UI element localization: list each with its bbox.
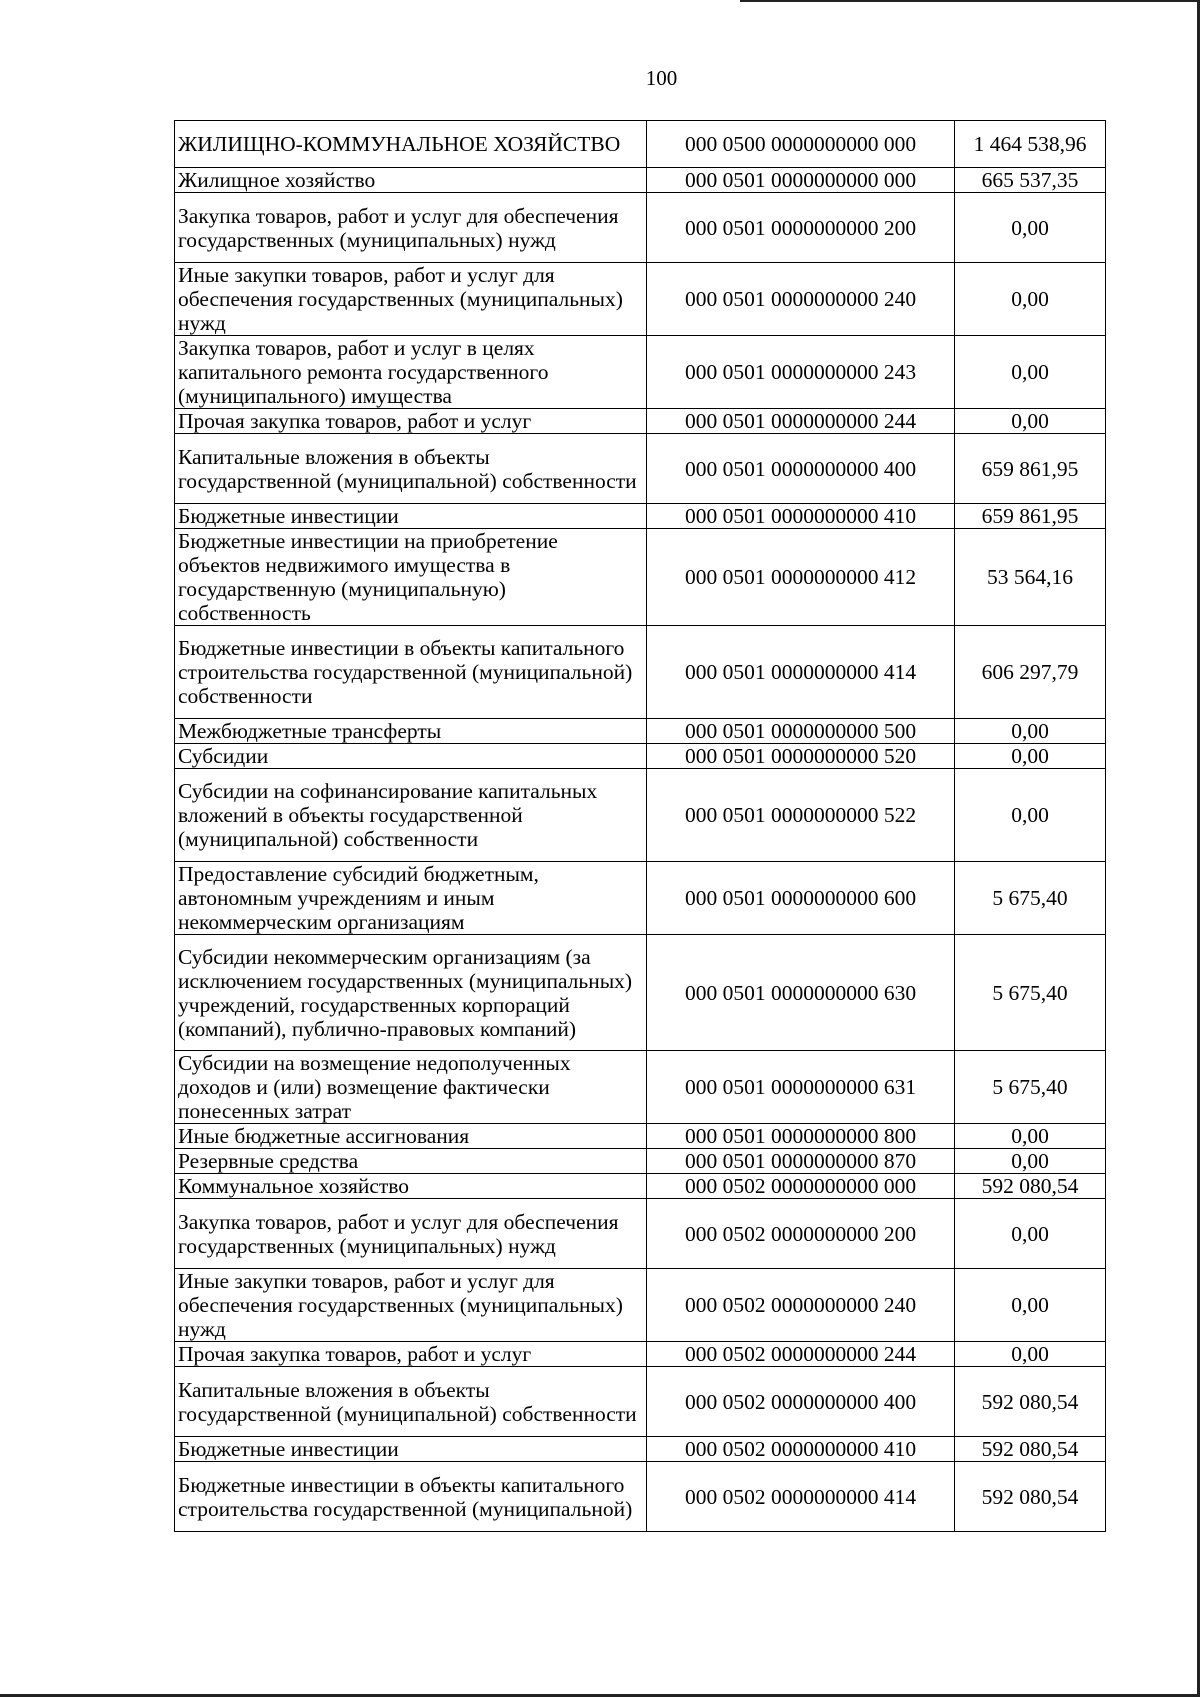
budget-code-cell: 000 0501 0000000000 600 xyxy=(647,862,955,935)
budget-code-cell: 000 0501 0000000000 800 xyxy=(647,1124,955,1149)
budget-code-cell: 000 0500 0000000000 000 xyxy=(647,121,955,168)
budget-code-cell: 000 0501 0000000000 412 xyxy=(647,529,955,626)
table-row xyxy=(175,529,1106,626)
amount-cell: 665 537,35 xyxy=(955,168,1106,193)
budget-code-cell: 000 0502 0000000000 400 xyxy=(647,1367,955,1437)
budget-code-cell: 000 0501 0000000000 200 xyxy=(647,193,955,263)
budget-code-cell: 000 0501 0000000000 240 xyxy=(647,263,955,336)
table-row xyxy=(175,1174,1106,1199)
table-row xyxy=(175,1051,1106,1124)
table-row xyxy=(175,263,1106,336)
expense-name-cell: Бюджетные инвестиции xyxy=(175,504,647,529)
page-number: 100 xyxy=(645,66,678,90)
table-row xyxy=(175,1342,1106,1367)
amount-cell: 659 861,95 xyxy=(955,504,1106,529)
amount-cell: 0,00 xyxy=(955,1342,1106,1367)
budget-code-cell: 000 0502 0000000000 000 xyxy=(647,1174,955,1199)
expense-name-cell: Жилищное хозяйство xyxy=(175,168,647,193)
expense-name-cell: Иные бюджетные ассигнования xyxy=(175,1124,647,1149)
budget-code-cell: 000 0501 0000000000 000 xyxy=(647,168,955,193)
budget-code-cell: 000 0501 0000000000 870 xyxy=(647,1149,955,1174)
amount-cell: 0,00 xyxy=(955,744,1106,769)
budget-code-cell: 000 0501 0000000000 243 xyxy=(647,336,955,409)
budget-code-cell: 000 0501 0000000000 520 xyxy=(647,744,955,769)
table-row xyxy=(175,434,1106,504)
table-row xyxy=(175,769,1106,862)
amount-cell: 606 297,79 xyxy=(955,626,1106,719)
amount-cell: 5 675,40 xyxy=(955,1051,1106,1124)
budget-code-cell: 000 0502 0000000000 200 xyxy=(647,1199,955,1269)
expense-name-cell: Бюджетные инвестиции в объекты капитального строительства государственной (муниципальной) собственности xyxy=(175,626,647,719)
amount-cell: 0,00 xyxy=(955,1269,1106,1342)
expense-name-cell: Субсидии на софинансирование капитальных вложений в объекты государственной (муниципальной) собственности xyxy=(175,769,647,862)
amount-cell: 0,00 xyxy=(955,1149,1106,1174)
amount-cell: 659 861,95 xyxy=(955,434,1106,504)
table-row xyxy=(175,193,1106,263)
scan-border-top xyxy=(740,0,1200,2)
expense-name-cell: Закупка товаров, работ и услуг для обеспечения государственных (муниципальных) нужд xyxy=(175,1199,647,1269)
expense-name-cell: Субсидии некоммерческим организациям (за исключением государственных (муниципальных) учреждений, государственных корпораций (компаний), публично-правовых компаний) xyxy=(175,935,647,1051)
table-row xyxy=(175,744,1106,769)
expense-name-cell: Капитальные вложения в объекты государственной (муниципальной) собственности xyxy=(175,434,647,504)
table-row xyxy=(175,1437,1106,1462)
amount-cell: 0,00 xyxy=(955,409,1106,434)
amount-cell: 0,00 xyxy=(955,719,1106,744)
expense-name-cell: Закупка товаров, работ и услуг для обеспечения государственных (муниципальных) нужд xyxy=(175,193,647,263)
expense-name-cell: Капитальные вложения в объекты государственной (муниципальной) собственности xyxy=(175,1367,647,1437)
expense-name-cell: Коммунальное хозяйство xyxy=(175,1174,647,1199)
amount-cell: 0,00 xyxy=(955,336,1106,409)
expense-name-cell: Межбюджетные трансферты xyxy=(175,719,647,744)
table-row xyxy=(175,409,1106,434)
table-row xyxy=(175,1269,1106,1342)
budget-code-cell: 000 0501 0000000000 630 xyxy=(647,935,955,1051)
expense-name-cell: Бюджетные инвестиции на приобретение объектов недвижимого имущества в государственную (муниципальную) собственность xyxy=(175,529,647,626)
expense-name-cell: ЖИЛИЩНО-КОММУНАЛЬНОЕ ХОЗЯЙСТВО xyxy=(175,121,647,168)
table-row xyxy=(175,626,1106,719)
budget-code-cell: 000 0502 0000000000 244 xyxy=(647,1342,955,1367)
table-row xyxy=(175,1367,1106,1437)
budget-code-cell: 000 0501 0000000000 410 xyxy=(647,504,955,529)
budget-code-cell: 000 0501 0000000000 500 xyxy=(647,719,955,744)
amount-cell: 592 080,54 xyxy=(955,1462,1106,1532)
expense-name-cell: Прочая закупка товаров, работ и услуг xyxy=(175,1342,647,1367)
amount-cell: 0,00 xyxy=(955,193,1106,263)
budget-code-cell: 000 0501 0000000000 522 xyxy=(647,769,955,862)
table-row xyxy=(175,1462,1106,1532)
table-row xyxy=(175,719,1106,744)
budget-table-body xyxy=(175,121,1106,1532)
expense-name-cell: Иные закупки товаров, работ и услуг для обеспечения государственных (муниципальных) нужд xyxy=(175,263,647,336)
budget-code-cell: 000 0501 0000000000 400 xyxy=(647,434,955,504)
table-row xyxy=(175,1124,1106,1149)
budget-table xyxy=(174,120,1106,1532)
expense-name-cell: Иные закупки товаров, работ и услуг для обеспечения государственных (муниципальных) нужд xyxy=(175,1269,647,1342)
expense-name-cell: Субсидии на возмещение недополученных доходов и (или) возмещение фактически понесенных затрат xyxy=(175,1051,647,1124)
table-row xyxy=(175,168,1106,193)
table-row xyxy=(175,336,1106,409)
amount-cell: 1 464 538,96 xyxy=(955,121,1106,168)
amount-cell: 53 564,16 xyxy=(955,529,1106,626)
budget-code-cell: 000 0502 0000000000 240 xyxy=(647,1269,955,1342)
expense-name-cell: Субсидии xyxy=(175,744,647,769)
table-row xyxy=(175,935,1106,1051)
amount-cell: 592 080,54 xyxy=(955,1437,1106,1462)
table-row xyxy=(175,862,1106,935)
budget-code-cell: 000 0502 0000000000 410 xyxy=(647,1437,955,1462)
expense-name-cell: Бюджетные инвестиции xyxy=(175,1437,647,1462)
amount-cell: 592 080,54 xyxy=(955,1174,1106,1199)
budget-code-cell: 000 0501 0000000000 244 xyxy=(647,409,955,434)
amount-cell: 0,00 xyxy=(955,769,1106,862)
table-row xyxy=(175,1149,1106,1174)
table-row xyxy=(175,1199,1106,1269)
amount-cell: 0,00 xyxy=(955,263,1106,336)
expense-name-cell: Бюджетные инвестиции в объекты капитального строительства государственной (муниципальной) xyxy=(175,1462,647,1532)
table-row xyxy=(175,504,1106,529)
budget-code-cell: 000 0501 0000000000 631 xyxy=(647,1051,955,1124)
table-row xyxy=(175,121,1106,168)
amount-cell: 5 675,40 xyxy=(955,862,1106,935)
budget-code-cell: 000 0501 0000000000 414 xyxy=(647,626,955,719)
amount-cell: 5 675,40 xyxy=(955,935,1106,1051)
expense-name-cell: Прочая закупка товаров, работ и услуг xyxy=(175,409,647,434)
amount-cell: 0,00 xyxy=(955,1199,1106,1269)
expense-name-cell: Предоставление субсидий бюджетным, автономным учреждениям и иным некоммерческим организациям xyxy=(175,862,647,935)
expense-name-cell: Резервные средства xyxy=(175,1149,647,1174)
amount-cell: 0,00 xyxy=(955,1124,1106,1149)
budget-code-cell: 000 0502 0000000000 414 xyxy=(647,1462,955,1532)
expense-name-cell: Закупка товаров, работ и услуг в целях капитального ремонта государственного (муниципального) имущества xyxy=(175,336,647,409)
amount-cell: 592 080,54 xyxy=(955,1367,1106,1437)
